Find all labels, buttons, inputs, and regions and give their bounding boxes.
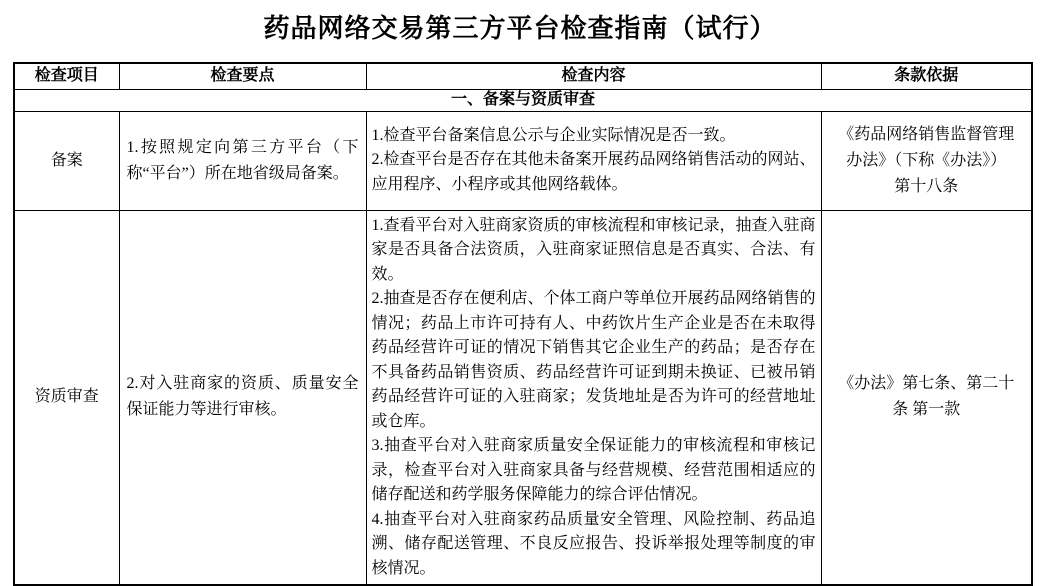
basis-line: 条 第一款: [892, 401, 961, 419]
table-header-row: [14, 63, 1032, 89]
content-paragraph: 2.检查平台是否存在其他未备案开展药品网络销售活动的网站、应用程序、小程序或其他网络载体。: [371, 151, 816, 193]
cell-basis: [821, 111, 1032, 210]
cell-content: [366, 111, 821, 210]
column-header-points: 检查要点: [119, 63, 366, 89]
table-row-filing: [14, 111, 1032, 210]
cell-points: 1.按照规定向第三方平台（下称“平台”）所在地省级局备案。: [119, 111, 366, 210]
basis-line: 办法》（下称《办法》）: [846, 151, 1007, 169]
section-title: 一、备案与资质审查: [14, 89, 1032, 111]
content-paragraph: 2.抽查是否存在便利店、个体工商户等单位开展药品网络销售的情况；药品上市许可持有人、中药饮片生产企业是否在未取得药品经营许可证的情况下销售其它企业生产的药品；是否存在不具备药品销售资质、药品经营许可证到期未换证、已被吊销药品经营许可证的入驻商家；发货地址是否为许可的经营地址或仓库。: [371, 290, 816, 430]
column-header-item: 检查项目: [14, 63, 119, 89]
section-row: [14, 89, 1032, 111]
cell-content: [366, 210, 821, 585]
basis-line: 《药品网络销售监督管理: [838, 125, 1015, 143]
content-paragraph: 1.检查平台备案信息公示与企业实际情况是否一致。: [371, 126, 736, 144]
content-paragraph: 3.抽查平台对入驻商家质量安全保证能力的审核流程和审核记录，检查平台对入驻商家具备与经营规模、经营范围相适应的储存配送和药学服务保障能力的综合评估情况。: [371, 437, 816, 503]
content-paragraph: 4.抽查平台对入驻商家药品质量安全管理、风险控制、药品追溯、储存配送管理、不良反应报告、投诉举报处理等制度的审核情况。: [371, 510, 816, 577]
cell-points: 2.对入驻商家的资质、质量安全保证能力等进行审核。: [119, 210, 366, 585]
cell-item: 资质审查: [14, 210, 119, 585]
page-title: 药品网络交易第三方平台检查指南（试行）: [263, 14, 777, 43]
inspection-table: [13, 62, 1033, 586]
basis-line: 第十八条: [894, 177, 959, 195]
table-row-qualification: [14, 210, 1032, 585]
cell-item: 备案: [14, 111, 119, 210]
basis-line: 《办法》第七条、第二十: [838, 375, 1015, 393]
column-header-basis: 条款依据: [821, 63, 1032, 89]
content-paragraph: 1.查看平台对入驻商家资质的审核流程和审核记录，抽查入驻商家是否具备合法资质，入驻商家证照信息是否真实、合法、有效。: [371, 216, 816, 283]
column-header-content: 检查内容: [366, 63, 821, 89]
cell-basis: [821, 210, 1032, 585]
